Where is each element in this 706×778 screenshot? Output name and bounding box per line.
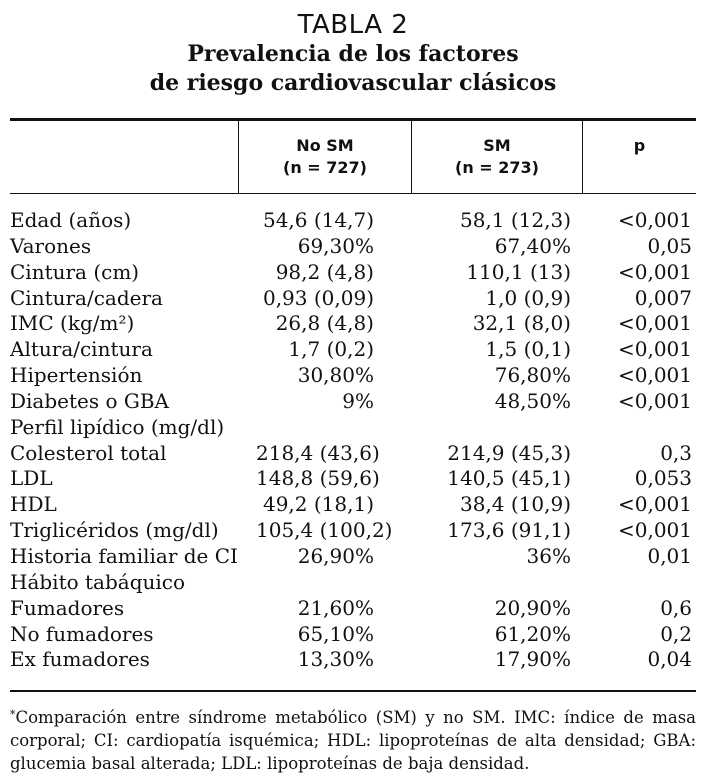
row-value-no-sm: 105,4 (100,2) [256,518,393,543]
row-value-sm: 36% [526,543,571,568]
row-value-no-sm: 9% [342,388,374,413]
row-value-sm: 110,1 (13) [466,259,571,284]
row-value-p: 0,6 [660,595,692,620]
row-value-p: 0,007 [634,285,692,310]
row-value-p: 0,053 [634,466,692,491]
row-label: Diabetes o GBA [10,388,170,413]
table-row [10,647,696,673]
row-label: Ex fumadores [10,647,150,672]
row-label: Hábito tabáquico [10,569,186,594]
row-value-no-sm: 21,60% [297,595,374,620]
row-value-p: <0,001 [617,311,692,336]
table-body [10,208,696,673]
table-title-line-2: de riesgo cardiovascular clásicos [149,70,557,96]
row-value-sm: 67,40% [494,233,571,258]
row-value-no-sm: 218,4 (43,6) [256,440,380,465]
row-value-p: <0,001 [617,492,692,517]
row-value-no-sm: 49,2 (18,1) [262,492,374,517]
row-label: Fumadores [10,595,125,620]
row-value-no-sm: 98,2 (4,8) [275,259,374,284]
row-value-no-sm: 69,30% [297,233,374,258]
row-label: No fumadores [10,621,154,646]
row-value-p: <0,001 [617,388,692,413]
column-header-p-label: p [633,136,646,155]
row-value-sm: 17,90% [494,647,571,672]
row-label: Historia familiar de CI [10,543,238,568]
row-label: Altura/cintura [10,337,153,362]
row-value-p: 0,2 [660,621,692,646]
row-value-sm: 32,1 (8,0) [472,311,571,336]
row-value-no-sm: 26,90% [297,543,374,568]
table-row [10,363,696,389]
table-row [10,622,696,648]
row-value-sm: 61,20% [494,621,571,646]
table-row [10,441,696,467]
row-label: Colesterol total [10,440,167,465]
column-header-no-sm-n: (n = 727) [283,158,367,177]
table-row [10,492,696,518]
row-value-p: 0,05 [647,233,692,258]
row-label: Varones [10,233,92,258]
table-row [10,466,696,492]
table-label: TABLA 2 [297,10,409,40]
row-value-sm: 20,90% [494,595,571,620]
table-row [10,234,696,260]
table-row [10,544,696,570]
row-label: Hipertensión [10,363,143,388]
row-value-sm: 48,50% [494,388,571,413]
row-value-p: <0,001 [617,337,692,362]
table-heading [0,10,706,98]
table-row [10,518,696,544]
row-value-sm: 140,5 (45,1) [447,466,571,491]
row-label: Cintura/cadera [10,285,163,310]
footnote-marker: * [10,708,16,721]
table-row [10,260,696,286]
row-value-sm: 38,4 (10,9) [459,492,571,517]
table-row [10,337,696,363]
row-value-no-sm: 13,30% [297,647,374,672]
table-row [10,596,696,622]
column-header-p [583,135,696,157]
table-top-rule [10,118,696,121]
footnote-text: Comparación entre síndrome metabólico (SM) y no SM. IMC: índice de masa corporal; CI: cardiopatía isquémica; HDL: lipoproteínas de alta densidad; GBA: glucemia basal alterada; LDL: lipoproteínas de baja densidad. [10,708,696,773]
row-label: Cintura (cm) [10,259,140,284]
table-bottom-rule [10,690,696,692]
table-row [10,389,696,415]
header-bottom-rule [10,193,696,194]
column-header-no-sm [239,135,411,179]
row-value-sm: 1,0 (0,9) [485,285,571,310]
row-value-sm: 76,80% [494,363,571,388]
column-header-sm [412,135,582,179]
table-row [10,286,696,312]
table-footnote [10,703,696,775]
row-label: Edad (años) [10,208,132,232]
row-value-p: 0,3 [660,440,692,465]
column-header-sm-name: SM [483,136,511,155]
table-title-line-1: Prevalencia de los factores [187,41,519,67]
row-value-p: <0,001 [617,208,692,232]
row-value-p: 0,04 [647,647,692,672]
row-value-sm: 173,6 (91,1) [447,518,571,543]
row-value-sm: 214,9 (45,3) [447,440,571,465]
row-value-no-sm: 26,8 (4,8) [275,311,374,336]
row-value-p: <0,001 [617,259,692,284]
row-value-p: <0,001 [617,518,692,543]
row-value-no-sm: 54,6 (14,7) [262,208,374,232]
row-value-no-sm: 1,7 (0,2) [288,337,374,362]
row-value-sm: 1,5 (0,1) [485,337,571,362]
row-value-p: 0,01 [647,543,692,568]
table-row [10,208,696,234]
row-value-sm: 58,1 (12,3) [459,208,571,232]
row-value-no-sm: 65,10% [297,621,374,646]
column-header-no-sm-name: No SM [296,136,354,155]
row-value-no-sm: 0,93 (0,09) [262,285,374,310]
column-header-sm-n: (n = 273) [455,158,539,177]
row-label: HDL [10,492,57,517]
row-value-no-sm: 30,80% [297,363,374,388]
row-label: IMC (kg/m²) [10,311,135,336]
table-row [10,570,696,596]
table-row [10,415,696,441]
row-label: Triglicéridos (mg/dl) [10,518,219,543]
table-row [10,311,696,337]
row-value-no-sm: 148,8 (59,6) [256,466,380,491]
row-label: LDL [10,466,53,491]
row-label: Perfil lipídico (mg/dl) [10,414,225,439]
row-value-p: <0,001 [617,363,692,388]
